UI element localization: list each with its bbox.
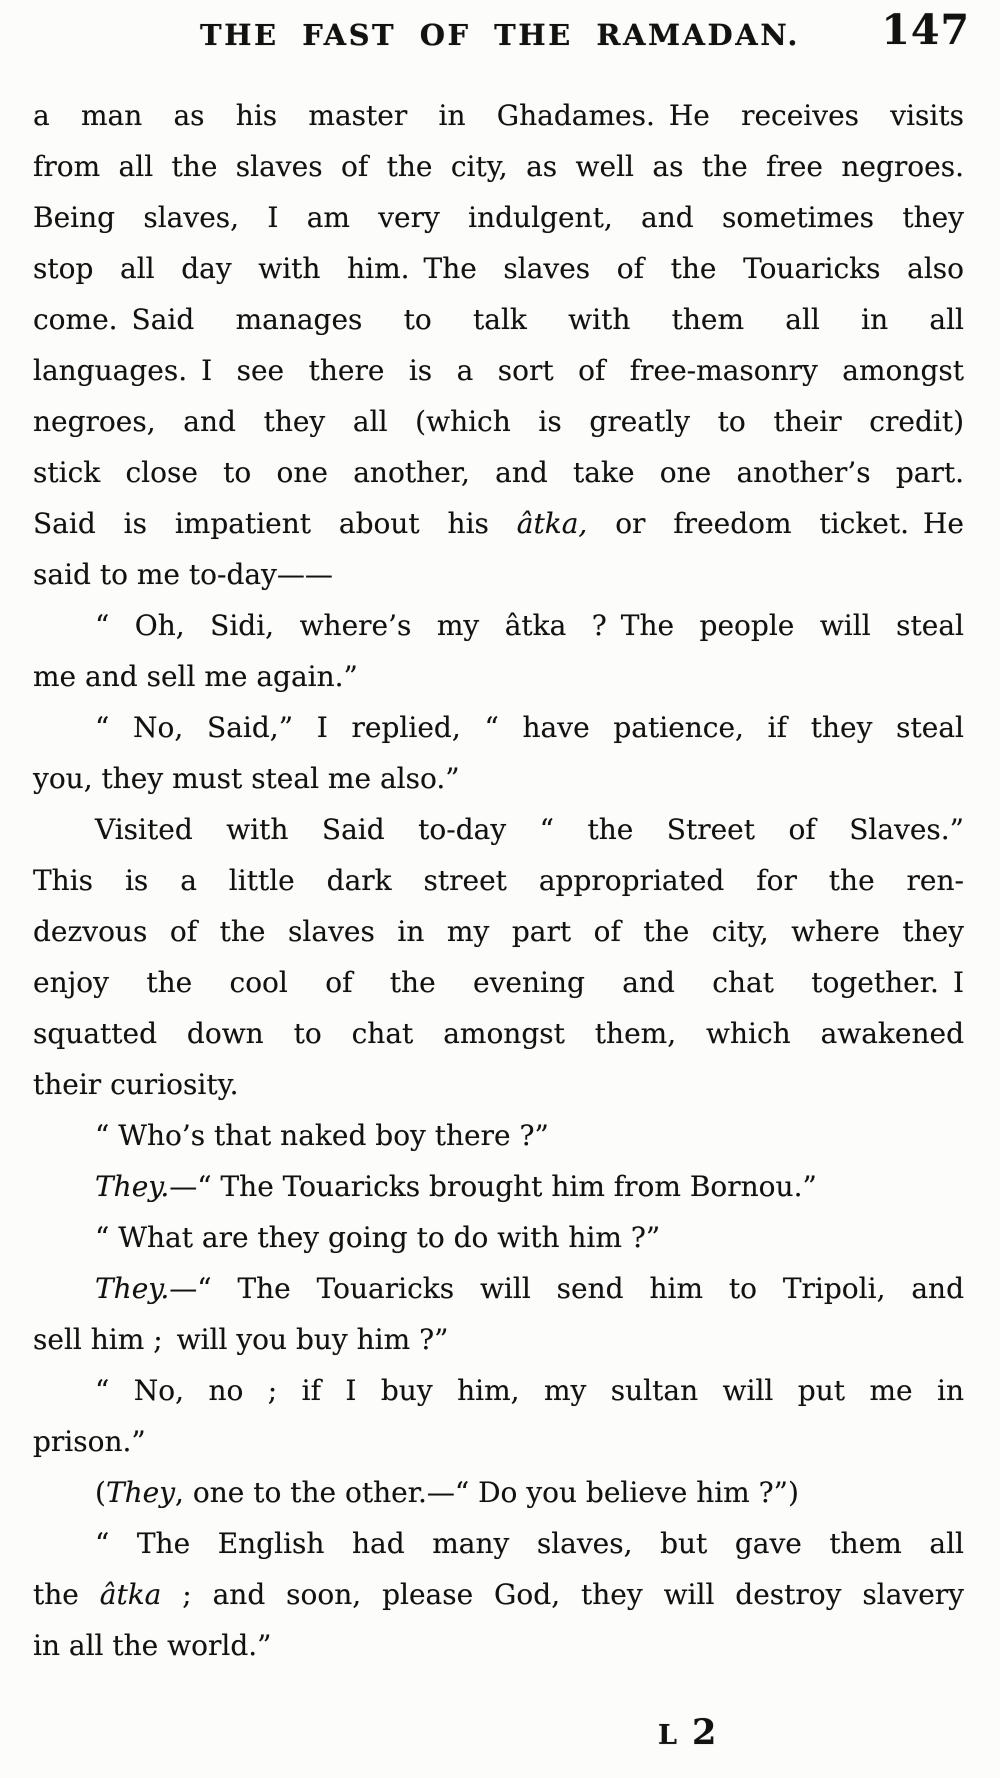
text-segment: “ Oh, Sidi, where’s my âtka ? The people will steal <box>95 609 964 642</box>
text-line <box>33 294 964 345</box>
text-segment: you, they must steal me also.” <box>33 762 460 795</box>
text-line <box>33 90 964 141</box>
text-line <box>33 1161 964 1212</box>
text-segment: languages. I see there is a sort of free-masonry amongst <box>33 354 964 387</box>
text-line <box>33 1263 964 1314</box>
text-block <box>33 90 964 1671</box>
text-line <box>33 1008 964 1059</box>
text-segment: enjoy the cool of the evening and chat together. I <box>33 966 964 999</box>
text-segment: ; and soon, please God, they will destroy slavery <box>161 1578 964 1611</box>
text-line <box>33 600 964 651</box>
text-segment: “ The English had many slaves, but gave them all <box>95 1527 964 1560</box>
text-line <box>33 855 964 906</box>
text-line <box>33 447 964 498</box>
text-line <box>33 243 964 294</box>
text-line <box>33 702 964 753</box>
text-line <box>33 498 964 549</box>
text-line <box>33 1314 964 1365</box>
text-segment: Said is impatient about his <box>33 507 517 540</box>
text-segment: or freedom ticket. He <box>587 507 964 540</box>
printers-signature <box>658 1712 716 1753</box>
text-segment: This is a little dark street appropriated for the ren- <box>33 864 964 897</box>
text-segment: said to me to-day—— <box>33 558 333 591</box>
italic-text: They. <box>95 1170 170 1203</box>
text-segment: squatted down to chat amongst them, which awakened <box>33 1017 964 1050</box>
text-segment: Visited with Said to-day “ the Street of Slaves.” <box>95 813 964 846</box>
text-segment: from all the slaves of the city, as well as the free negroes. <box>33 150 964 183</box>
text-line <box>33 804 964 855</box>
text-line <box>33 1467 964 1518</box>
text-segment: —“ The Touaricks brought him from Bornou.” <box>169 1170 817 1203</box>
text-line <box>33 1059 964 1110</box>
text-line <box>33 1212 964 1263</box>
text-segment: come. Said manages to talk with them all in all <box>33 303 964 336</box>
text-segment: “ What are they going to do with him ?” <box>95 1221 661 1254</box>
text-segment: sell him ; will you buy him ?” <box>33 1323 449 1356</box>
text-segment: “ Who’s that naked boy there ?” <box>95 1119 549 1152</box>
running-head-title: THE FAST OF THE RAMADAN. <box>200 18 800 52</box>
running-head <box>0 6 1000 66</box>
text-line <box>33 1416 964 1467</box>
text-line <box>33 1518 964 1569</box>
text-segment: negroes, and they all (which is greatly to their credit) <box>33 405 964 438</box>
text-line <box>33 906 964 957</box>
text-segment: ( <box>95 1476 106 1509</box>
text-line <box>33 345 964 396</box>
text-segment: their curiosity. <box>33 1068 239 1101</box>
text-line <box>33 957 964 1008</box>
text-line <box>33 1365 964 1416</box>
text-line <box>33 396 964 447</box>
text-segment: prison.” <box>33 1425 146 1458</box>
text-line <box>33 651 964 702</box>
text-line <box>33 1569 964 1620</box>
text-segment: stop all day with him. The slaves of the Touaricks also <box>33 252 964 285</box>
text-line <box>33 753 964 804</box>
page-number: 147 <box>881 6 970 54</box>
text-segment: a man as his master in Ghadames. He receives visits <box>33 99 964 132</box>
italic-text: âtka, <box>516 507 588 540</box>
italic-text: They <box>105 1476 176 1509</box>
text-segment: “ No, no ; if I buy him, my sultan will put me in <box>95 1374 964 1407</box>
italic-text: âtka <box>99 1578 162 1611</box>
text-line <box>33 549 964 600</box>
text-segment: the <box>33 1578 100 1611</box>
text-segment: —“ The Touaricks will send him to Tripoli, and <box>169 1272 964 1305</box>
text-line <box>33 141 964 192</box>
signature-number: 2 <box>691 1712 717 1753</box>
text-line <box>33 1620 964 1671</box>
text-segment: stick close to one another, and take one another’s part. <box>33 456 964 489</box>
italic-text: They. <box>95 1272 170 1305</box>
text-segment: “ No, Said,” I replied, “ have patience, if they steal <box>95 711 964 744</box>
text-line <box>33 1110 964 1161</box>
text-segment: in all the world.” <box>33 1629 272 1662</box>
text-line <box>33 192 964 243</box>
text-segment: dezvous of the slaves in my part of the city, where they <box>33 915 964 948</box>
text-segment: Being slaves, I am very indulgent, and sometimes they <box>33 201 964 234</box>
text-segment: me and sell me again.” <box>33 660 358 693</box>
text-segment: , one to the other.—“ Do you believe him ?”) <box>175 1476 799 1509</box>
signature-letter: L <box>658 1720 678 1751</box>
